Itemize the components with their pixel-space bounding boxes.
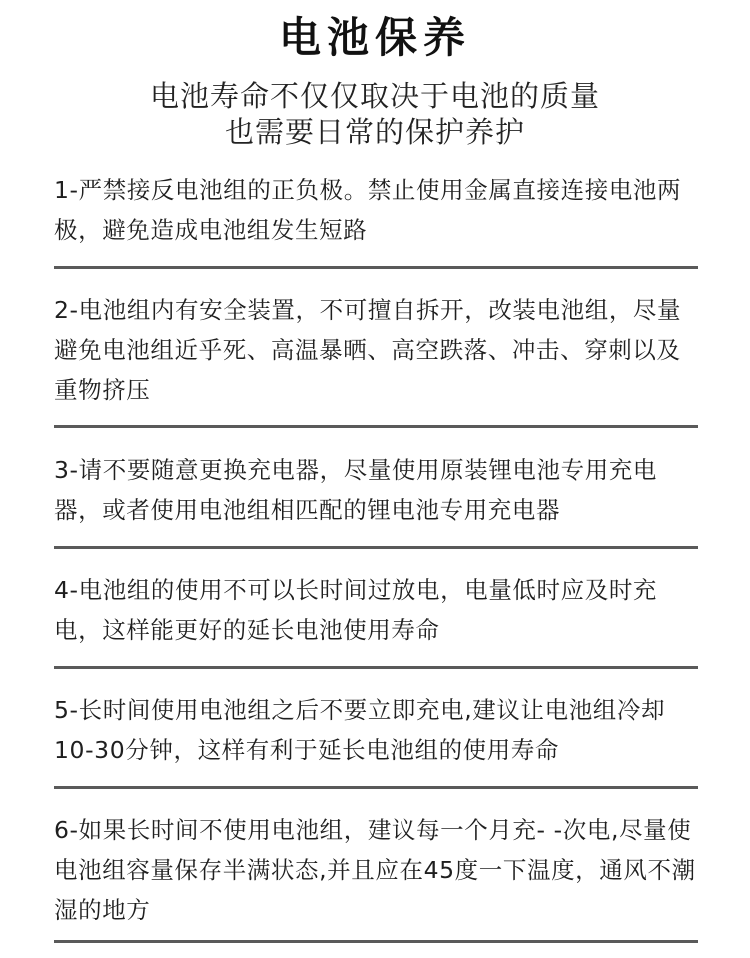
rule-item-4: 4-电池组的使用不可以长时间过放电，电量低时应及时充电，这样能更好的延长电池使用寿命	[54, 576, 658, 644]
rule-item-1: 1-严禁接反电池组的正负极。禁止使用金属直接连接电池两极，避免造成电池组发生短路	[54, 176, 682, 244]
page-title: 电池保养	[278, 13, 471, 62]
rule-item-6: 6-如果长时间不使用电池组，建议每一个月充- -次电,尽量使电池组容量保存半满状态,并且应在45度一下温度，通风不潮湿的地方	[54, 816, 696, 924]
divider	[54, 425, 698, 428]
rule-item-2: 2-电池组内有安全装置，不可擅自拆开，改装电池组，尽量避免电池组近乎死、高温暴晒、高空跌落、冲击、穿刺以及重物挤压	[54, 296, 682, 404]
divider	[54, 666, 698, 669]
divider	[54, 940, 698, 943]
divider	[54, 786, 698, 789]
subtitle-line-1: 电池寿命不仅仅取决于电池的质量	[149, 79, 600, 113]
divider	[54, 266, 698, 269]
rule-item-3: 3-请不要随意更换充电器，尽量使用原装锂电池专用充电器，或者使用电池组相匹配的锂电池专用充电器	[54, 456, 658, 524]
divider	[54, 546, 698, 549]
rule-item-5: 5-长时间使用电池组之后不要立即充电,建议让电池组冷却10-30分钟，这样有利于延长电池组的使用寿命	[54, 696, 666, 764]
page-subtitle	[0, 78, 750, 150]
subtitle-line-2: 也需要日常的保护养护	[224, 115, 525, 149]
